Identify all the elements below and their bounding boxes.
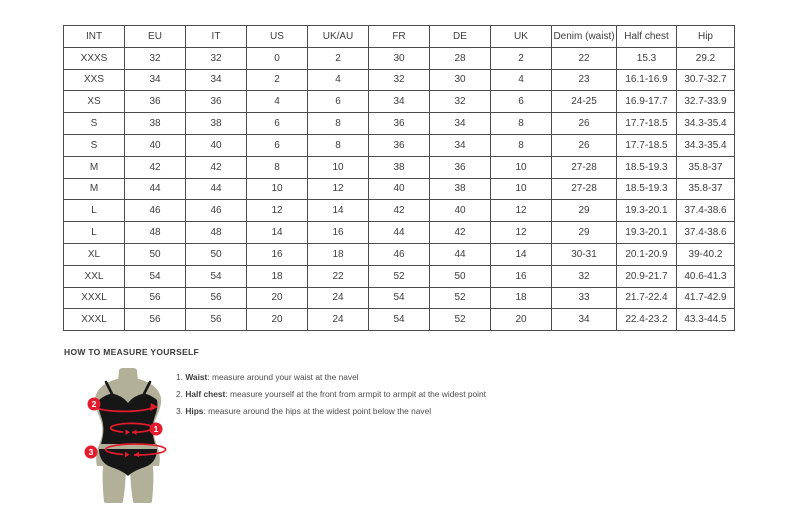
table-cell: 22.4-23.2 [617, 309, 677, 331]
table-cell: 50 [125, 243, 186, 265]
table-cell: 14 [247, 222, 308, 244]
table-row [64, 265, 735, 287]
column-header: Denim (waist) [552, 26, 617, 48]
table-cell: 33 [552, 287, 617, 309]
measure-step-waist [176, 369, 486, 386]
table-cell: M [64, 156, 125, 178]
table-cell: 40 [430, 200, 491, 222]
table-cell: 6 [491, 91, 552, 113]
measure-step-half-chest [176, 386, 486, 403]
table-cell: 35.8-37 [677, 178, 735, 200]
step-label: Hips [185, 406, 204, 416]
table-cell: 30 [430, 69, 491, 91]
column-header: US [247, 26, 308, 48]
table-cell: L [64, 200, 125, 222]
table-row [64, 200, 735, 222]
measure-badge-1 [150, 423, 163, 436]
table-cell: 10 [247, 178, 308, 200]
table-cell: 23 [552, 69, 617, 91]
table-cell: XXS [64, 69, 125, 91]
table-cell: 2 [308, 47, 369, 69]
table-cell: 28 [430, 47, 491, 69]
table-cell: 30-31 [552, 243, 617, 265]
table-cell: 38 [369, 156, 430, 178]
table-cell: 16.9-17.7 [617, 91, 677, 113]
step-number: 2. [176, 389, 186, 399]
table-cell: 20 [247, 309, 308, 331]
table-cell: 34.3-35.4 [677, 113, 735, 135]
step-label: Waist [185, 372, 208, 382]
table-cell: 32 [430, 91, 491, 113]
table-cell: 8 [308, 134, 369, 156]
table-cell: 41.7-42.9 [677, 287, 735, 309]
table-cell: 22 [308, 265, 369, 287]
header-row [64, 26, 735, 48]
table-cell: 32.7-33.9 [677, 91, 735, 113]
table-cell: 18.5-19.3 [617, 178, 677, 200]
table-cell: 44 [369, 222, 430, 244]
table-cell: 29 [552, 222, 617, 244]
table-cell: 12 [308, 178, 369, 200]
table-cell: XXXL [64, 287, 125, 309]
table-cell: 15.3 [617, 47, 677, 69]
table-cell: XXXS [64, 47, 125, 69]
table-cell: 42 [430, 222, 491, 244]
table-cell: 32 [552, 265, 617, 287]
table-cell: XXXL [64, 309, 125, 331]
column-header: UK/AU [308, 26, 369, 48]
table-cell: 34 [186, 69, 247, 91]
table-cell: 24-25 [552, 91, 617, 113]
table-cell: 40 [186, 134, 247, 156]
table-cell: 37.4-38.6 [677, 200, 735, 222]
step-text: : measure around your waist at the navel [207, 372, 359, 382]
table-cell: 29.2 [677, 47, 735, 69]
table-cell: 27-28 [552, 156, 617, 178]
table-cell: 6 [247, 134, 308, 156]
column-header: IT [186, 26, 247, 48]
table-cell: 6 [247, 113, 308, 135]
table-cell: 50 [186, 243, 247, 265]
table-cell: 20.1-20.9 [617, 243, 677, 265]
table-cell: 38 [186, 113, 247, 135]
table-cell: 4 [247, 91, 308, 113]
table-cell: 46 [125, 200, 186, 222]
table-row [64, 309, 735, 331]
table-cell: 24 [308, 287, 369, 309]
table-cell: 2 [247, 69, 308, 91]
table-cell: 18.5-19.3 [617, 156, 677, 178]
step-label: Half chest [185, 389, 226, 399]
table-cell: 50 [430, 265, 491, 287]
table-cell: 44 [125, 178, 186, 200]
table-cell: 18 [491, 287, 552, 309]
table-cell: 38 [430, 178, 491, 200]
table-cell: L [64, 222, 125, 244]
table-cell: 48 [125, 222, 186, 244]
table-cell: 39-40.2 [677, 243, 735, 265]
table-row [64, 243, 735, 265]
table-cell: 32 [125, 47, 186, 69]
table-cell: 42 [125, 156, 186, 178]
table-cell: 8 [491, 134, 552, 156]
column-header: UK [491, 26, 552, 48]
svg-text:1: 1 [153, 424, 159, 434]
table-cell: 20.9-21.7 [617, 265, 677, 287]
step-number: 1. [176, 372, 186, 382]
svg-text:3: 3 [88, 447, 94, 457]
table-cell: 12 [247, 200, 308, 222]
table-cell: 20 [247, 287, 308, 309]
table-cell: 18 [308, 243, 369, 265]
measure-heading: HOW TO MEASURE YOURSELF [64, 347, 200, 357]
table-cell: 29 [552, 200, 617, 222]
table-cell: 16 [491, 265, 552, 287]
table-cell: 26 [552, 113, 617, 135]
table-cell: 36 [369, 113, 430, 135]
table-cell: 35.8-37 [677, 156, 735, 178]
table-cell: 56 [186, 309, 247, 331]
table-cell: 54 [369, 287, 430, 309]
measure-badge-3 [85, 446, 98, 459]
table-row [64, 113, 735, 135]
table-cell: 34 [125, 69, 186, 91]
table-cell: 54 [369, 309, 430, 331]
table-cell: 54 [125, 265, 186, 287]
table-cell: 52 [369, 265, 430, 287]
table-cell: 20 [491, 309, 552, 331]
table-row [64, 156, 735, 178]
table-cell: 54 [186, 265, 247, 287]
table-cell: 36 [369, 134, 430, 156]
table-cell: 4 [308, 69, 369, 91]
table-cell: 40 [125, 134, 186, 156]
table-cell: 27-28 [552, 178, 617, 200]
table-cell: 34 [369, 91, 430, 113]
table-cell: 37.4-38.6 [677, 222, 735, 244]
step-number: 3. [176, 406, 186, 416]
table-cell: 40 [369, 178, 430, 200]
table-cell: 10 [308, 156, 369, 178]
table-cell: 34 [552, 309, 617, 331]
table-cell: 10 [491, 178, 552, 200]
table-cell: 14 [308, 200, 369, 222]
table-cell: 0 [247, 47, 308, 69]
table-cell: 8 [491, 113, 552, 135]
table-cell: XS [64, 91, 125, 113]
table-cell: 18 [247, 265, 308, 287]
table-cell: 6 [308, 91, 369, 113]
table-cell: 21.7-22.4 [617, 287, 677, 309]
table-cell: 8 [247, 156, 308, 178]
table-cell: 24 [308, 309, 369, 331]
table-cell: 17.7-18.5 [617, 134, 677, 156]
table-row [64, 222, 735, 244]
table-cell: 16 [308, 222, 369, 244]
table-cell: 8 [308, 113, 369, 135]
measure-badge-2 [88, 398, 101, 411]
table-cell: 36 [430, 156, 491, 178]
table-cell: 32 [369, 69, 430, 91]
table-cell: 26 [552, 134, 617, 156]
table-cell: 46 [186, 200, 247, 222]
column-header: EU [125, 26, 186, 48]
table-cell: 52 [430, 287, 491, 309]
step-text: : measure yourself at the front from armpit to armpit at the widest point [225, 389, 487, 399]
table-cell: 12 [491, 222, 552, 244]
column-header: FR [369, 26, 430, 48]
table-cell: 48 [186, 222, 247, 244]
table-cell: 52 [430, 309, 491, 331]
table-cell: 34.3-35.4 [677, 134, 735, 156]
table-cell: S [64, 134, 125, 156]
table-cell: 44 [186, 178, 247, 200]
table-cell: 2 [491, 47, 552, 69]
table-cell: 43.3-44.5 [677, 309, 735, 331]
table-cell: 36 [186, 91, 247, 113]
table-cell: 16 [247, 243, 308, 265]
table-cell: 56 [125, 287, 186, 309]
table-cell: 4 [491, 69, 552, 91]
table-row [64, 178, 735, 200]
measure-steps [176, 369, 486, 420]
table-cell: 19.3-20.1 [617, 222, 677, 244]
table-cell: 44 [430, 243, 491, 265]
table-row [64, 69, 735, 91]
table-row [64, 287, 735, 309]
table-cell: 38 [125, 113, 186, 135]
size-chart-table [63, 25, 735, 331]
table-cell: 32 [186, 47, 247, 69]
table-cell: 46 [369, 243, 430, 265]
table-cell: S [64, 113, 125, 135]
table-cell: 10 [491, 156, 552, 178]
table-cell: 42 [186, 156, 247, 178]
table-row [64, 91, 735, 113]
measure-step-hips [176, 403, 486, 420]
mannequin-illustration [83, 366, 186, 508]
table-cell: M [64, 178, 125, 200]
table-cell: 12 [491, 200, 552, 222]
table-cell: 17.7-18.5 [617, 113, 677, 135]
svg-text:2: 2 [91, 399, 97, 409]
table-cell: 22 [552, 47, 617, 69]
column-header: Half chest [617, 26, 677, 48]
table-cell: XL [64, 243, 125, 265]
table-cell: 36 [125, 91, 186, 113]
table-row [64, 47, 735, 69]
column-header: INT [64, 26, 125, 48]
table-cell: XXL [64, 265, 125, 287]
table-cell: 30 [369, 47, 430, 69]
table-cell: 14 [491, 243, 552, 265]
column-header: DE [430, 26, 491, 48]
table-cell: 34 [430, 134, 491, 156]
column-header: Hip [677, 26, 735, 48]
table-cell: 16.1-16.9 [617, 69, 677, 91]
table-cell: 34 [430, 113, 491, 135]
table-cell: 56 [186, 287, 247, 309]
step-text: : measure around the hips at the widest point below the navel [203, 406, 432, 416]
table-cell: 42 [369, 200, 430, 222]
table-row [64, 134, 735, 156]
table-cell: 56 [125, 309, 186, 331]
table-cell: 30.7-32.7 [677, 69, 735, 91]
table-cell: 19.3-20.1 [617, 200, 677, 222]
table-cell: 40.6-41.3 [677, 265, 735, 287]
